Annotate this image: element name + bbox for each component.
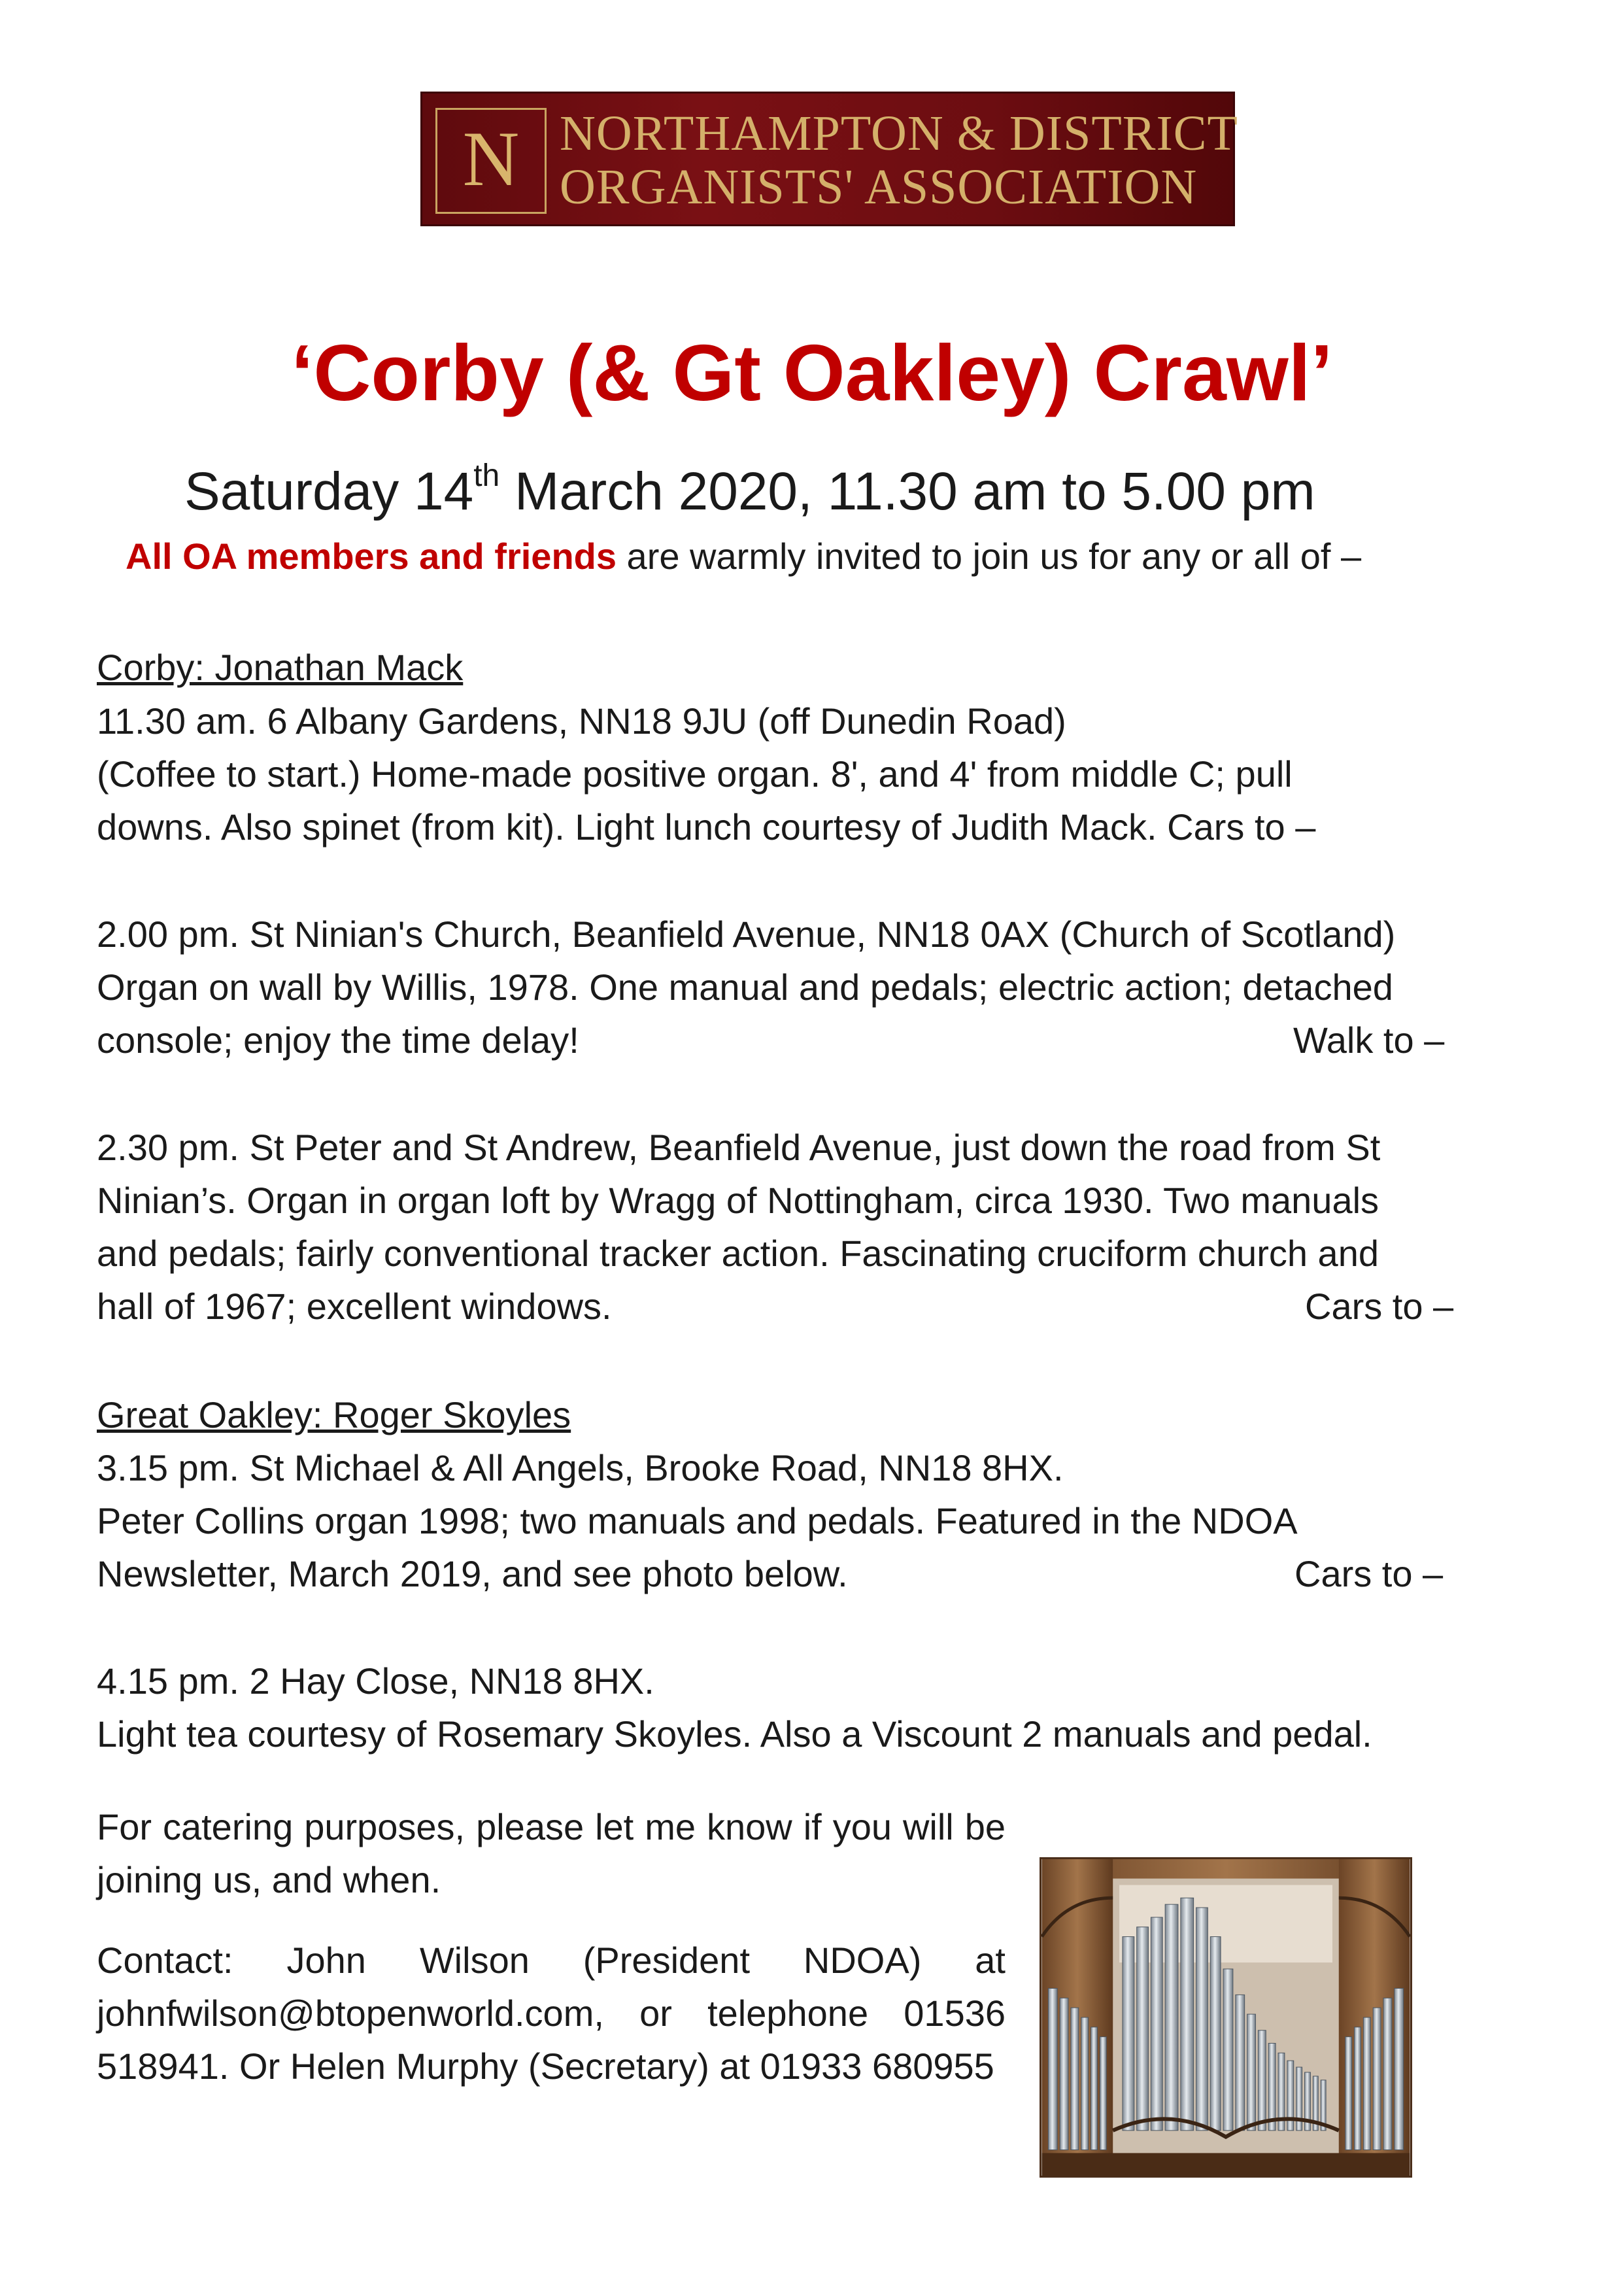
- date-pre: Saturday 14: [184, 462, 474, 521]
- invitation-line: [126, 535, 1361, 577]
- michael-line-3: Newsletter, March 2019, and see photo below.: [97, 1553, 848, 1594]
- page-title: ‘Corby (& Gt Oakley) Crawl’: [291, 328, 1333, 417]
- organ-photo: [1040, 1857, 1412, 2178]
- oakley-heading: Great Oakley: Roger Skoyles: [97, 1394, 571, 1435]
- logo-line-2: ORGANISTS' ASSOCIATION: [560, 160, 1198, 214]
- ninian-line-2: Organ on wall by Willis, 1978. One manual and pedals; electric action; detached: [97, 967, 1393, 1008]
- ninian-next-travel: Walk to –: [1293, 1019, 1445, 1061]
- corby-heading: Corby: Jonathan Mack: [97, 647, 464, 688]
- contact-info: Contact: John Wilson (President NDOA) at johnfwilson@btopenworld.com, or telephone 01536 518941. Or Helen Murphy (Secretary) at 01933 680955: [97, 1940, 1006, 2087]
- michael-line-2: Peter Collins organ 1998; two manuals and pedals. Featured in the NDOA: [97, 1500, 1298, 1541]
- invite-rest: are warmly invited to join us for any or all of –: [617, 536, 1362, 577]
- ndoa-monogram: N: [435, 108, 547, 214]
- hayclose-line-2: Light tea courtesy of Rosemary Skoyles. Also a Viscount 2 manuals and pedal.: [97, 1713, 1372, 1755]
- logo-line-1: NORTHAMPTON & DISTRICT: [560, 106, 1238, 161]
- hayclose-line-1: 4.15 pm. 2 Hay Close, NN18 8HX.: [97, 1660, 654, 1702]
- peter-next-travel: Cars to –: [1305, 1286, 1454, 1327]
- event-date: [184, 458, 1315, 523]
- michael-next-travel: Cars to –: [1294, 1553, 1444, 1594]
- peter-line-2: Ninian’s. Organ in organ loft by Wragg of Nottingham, circa 1930. Two manuals: [97, 1180, 1379, 1221]
- invite-highlight: All OA members and friends: [126, 536, 617, 577]
- association-logo: [420, 92, 1238, 226]
- catering-note: For catering purposes, please let me know if you will be joining us, and when.: [97, 1806, 1006, 1900]
- peter-line-4: hall of 1967; excellent windows.: [97, 1286, 612, 1327]
- corby-line-1: 11.30 am. 6 Albany Gardens, NN18 9JU (off Dunedin Road): [97, 700, 1066, 742]
- ninian-line-3: console; enjoy the time delay!: [97, 1019, 579, 1061]
- corby-line-3: downs. Also spinet (from kit). Light lunch courtesy of Judith Mack. Cars to –: [97, 806, 1316, 848]
- peter-line-3: and pedals; fairly conventional tracker action. Fascinating cruciform church and: [97, 1233, 1379, 1274]
- peter-line-1: 2.30 pm. St Peter and St Andrew, Beanfield Avenue, just down the road from St: [97, 1127, 1381, 1168]
- date-post: March 2020, 11.30 am to 5.00 pm: [499, 462, 1315, 521]
- michael-line-1: 3.15 pm. St Michael & All Angels, Brooke Road, NN18 8HX.: [97, 1447, 1064, 1488]
- date-ordinal: th: [473, 458, 500, 493]
- corby-line-2: (Coffee to start.) Home-made positive organ. 8', and 4' from middle C; pull: [97, 753, 1293, 795]
- ninian-line-1: 2.00 pm. St Ninian's Church, Beanfield Avenue, NN18 0AX (Church of Scotland): [97, 914, 1396, 955]
